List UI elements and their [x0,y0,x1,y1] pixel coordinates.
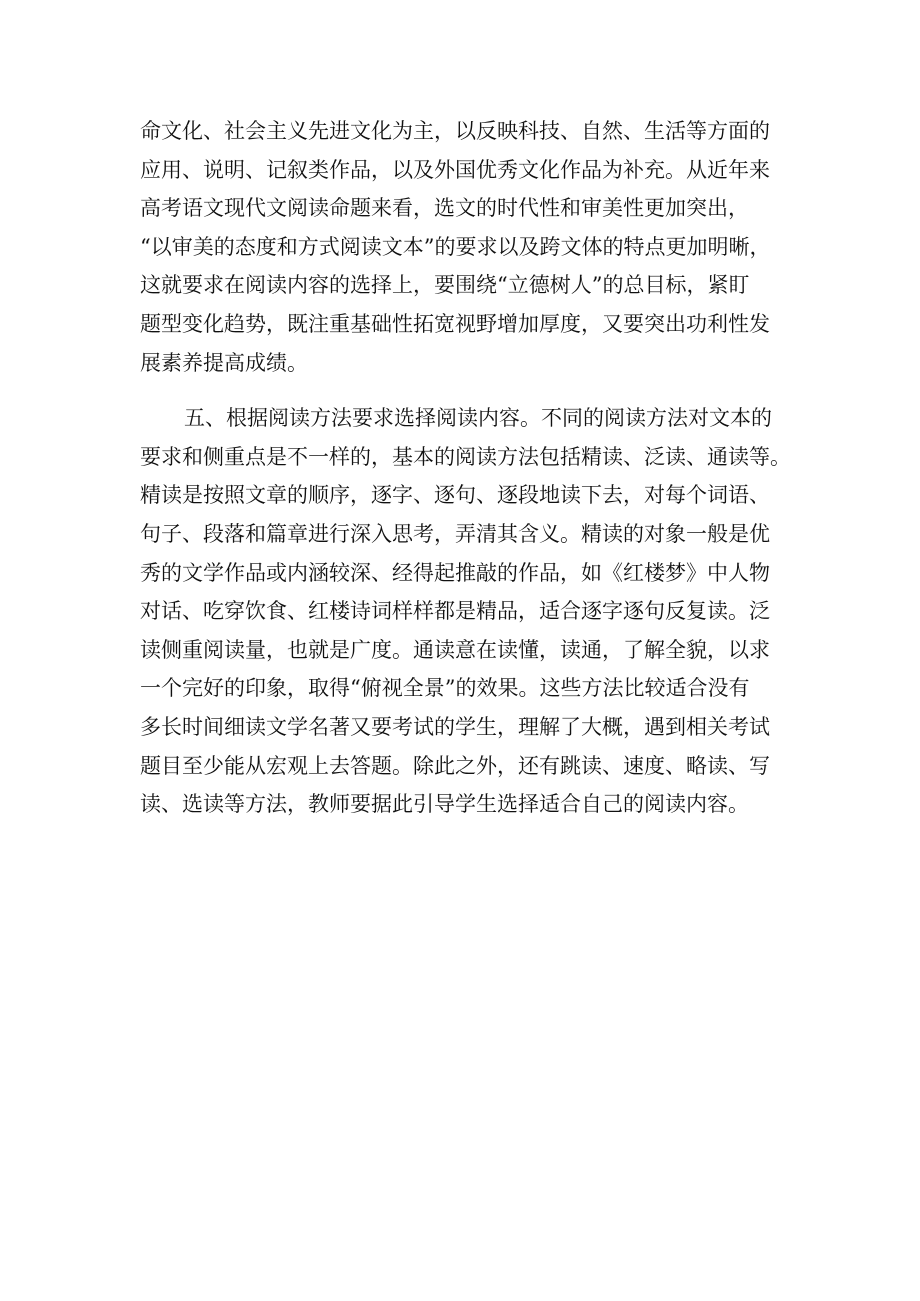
paragraph-gap [140,382,790,399]
text-line: 高考语文现代文阅读命题来看，选文的时代性和审美性更加突出， [140,196,749,221]
text-line: 一个完好的印象，取得“俯视全景”的效果。这些方法比较适合没有 [140,676,750,701]
text-line: 读侧重阅读量，也就是广度。通读意在读懂，读通，了解全貌，以求 [140,637,770,662]
text-line: 秀的文学作品或内涵较深、经得起推敲的作品，如《红楼梦》中人物 [140,560,770,585]
text-line: 读、选读等方法，教师要据此引导学生选择适合自己的阅读内容。 [140,792,749,817]
text-line: 展素养提高成绩。 [140,350,308,375]
text-line: 应用、说明、记叙类作品，以及外国优秀文化作品为补充。从近年来 [140,157,770,182]
text-line: “以审美的态度和方式阅读文本”的要求以及跨文体的特点更加明晰， [140,234,771,259]
text-line: 题目至少能从宏观上去答题。除此之外，还有跳读、速度、略读、写 [140,753,770,778]
text-line-indented: 五、根据阅读方法要求选择阅读内容。不同的阅读方法对文本的 [184,406,772,431]
text-line: 命文化、社会主义先进文化为主，以反映科技、自然、生活等方面的 [140,119,770,143]
text-line: 句子、段落和篇章进行深入思考，弄清其含义。精读的对象一般是优 [140,521,770,546]
text-line: 题型变化趋势，既注重基础性拓宽视野增加厚度，又要突出功利性发 [140,311,770,336]
text-line: 精读是按照文章的顺序，逐字、逐句、逐段地读下去，对每个词语、 [140,483,770,508]
text-line: 对话、吃穿饮食、红楼诗词样样都是精品，适合逐字逐句反复读。泛 [140,599,770,624]
text-line: 多长时间细读文学名著又要考试的学生，理解了大概，遇到相关考试 [140,714,770,739]
paragraph-1 [140,112,790,382]
body-text [140,112,790,824]
text-line: 要求和侧重点是不一样的，基本的阅读方法包括精读、泛读、通读等。 [140,444,791,469]
paragraph-2 [140,399,790,824]
text-line: 这就要求在阅读内容的选择上，要围绕“立德树人”的总目标，紧盯 [140,273,750,298]
